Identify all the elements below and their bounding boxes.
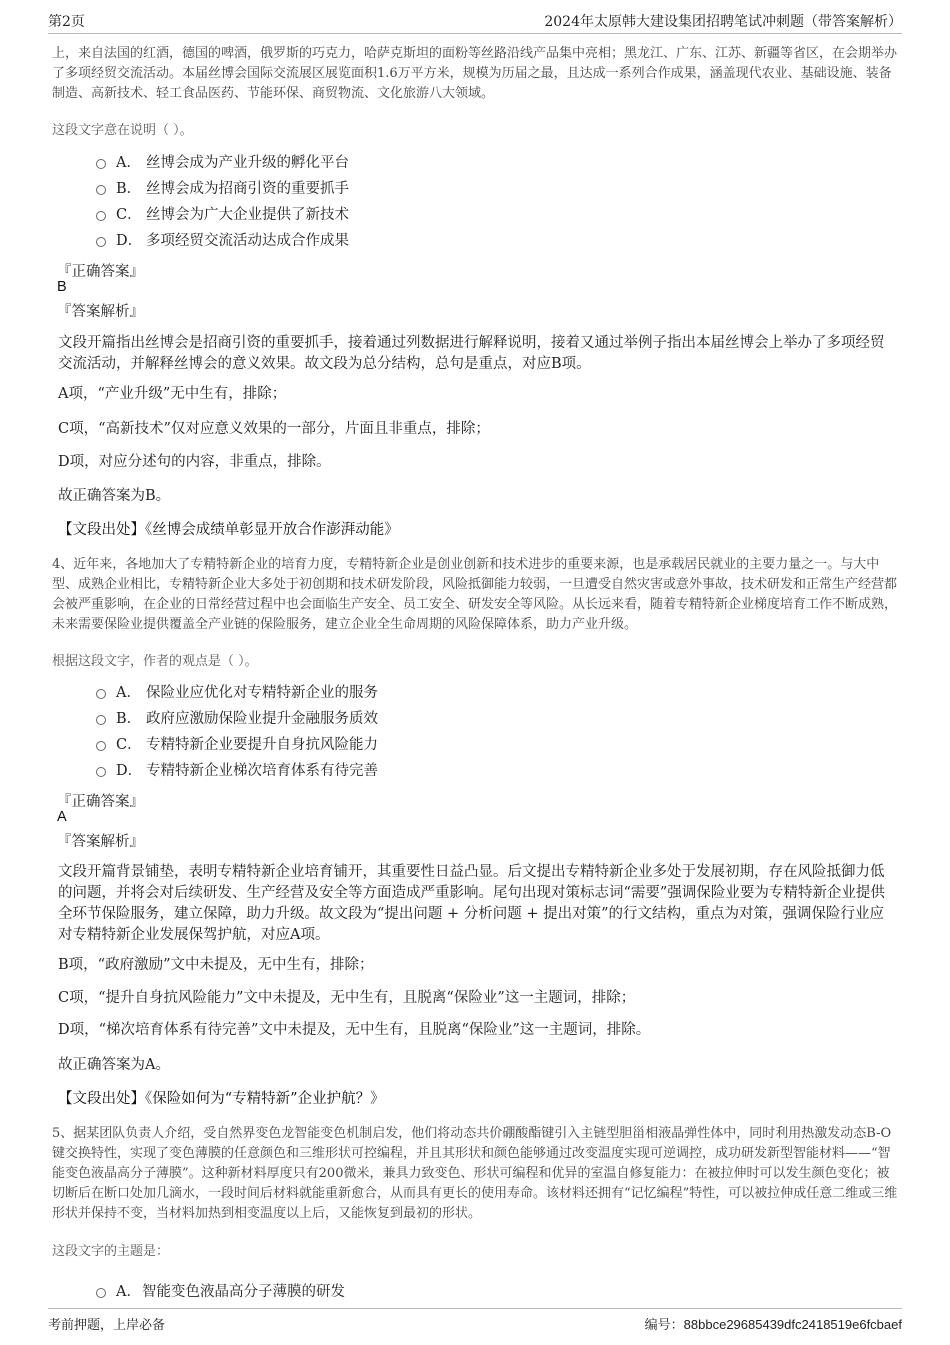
q4-option-d[interactable]: D． 专精特新企业梯次培育体系有待完善 <box>96 760 378 782</box>
q5-question: 这段文字的主题是： <box>52 1244 170 1259</box>
footer-divider <box>48 1308 902 1309</box>
document-id-label: 编号： <box>644 1318 684 1333</box>
q4-question: 根据这段文字，作者的观点是（ ）。 <box>52 654 258 669</box>
q4-analysis-b: B项，“政府激励”文中未提及，无中生有，排除； <box>58 957 374 973</box>
radio-icon[interactable] <box>96 1288 106 1298</box>
radio-icon[interactable] <box>96 185 106 195</box>
q3-source: 【文段出处】《丝博会成绩单彰显开放合作澎湃动能》 <box>58 522 399 538</box>
q4-analysis-conclusion: 故正确答案为A。 <box>58 1057 170 1073</box>
q5-passage: 5、据某团队负责人介绍，受自然界变色龙智能变色机制启发，他们将动态共价硼酸酯键引入主链型胆甾相液晶弹性体中，同时利用热激发动态B-O键交换特性，实现了变色薄膜的任意颜色和三维形状可控编程，并且其形状和颜色能够通过改变温度实现可逆调控，成功研发新型智能材料——“智能变色液晶高分子薄膜”。这种新材料厚度只有200微米，兼具力致变色、形状可编程和优异的室温自修复能力：在被拉伸时可以发生颜色变化；被切断后在断口处加几滴水，一段时间后材料就能重新愈合，从而具有更长的使用寿命。该材料还拥有“记忆编程”特性，可以被拉伸成任意二维或三维形状并保持不变，当材料加热到相变温度以上后，又能恢复到最初的形状。 <box>52 1126 898 1221</box>
q3-option-d[interactable]: D． 多项经贸交流活动达成合作成果 <box>96 230 349 252</box>
q3-option-c[interactable]: C． 丝博会为广大企业提供了新技术 <box>96 204 349 226</box>
q4-analysis-c: C项，“提升自身抗风险能力”文中未提及，无中生有，且脱离“保险业”这一主题词，排除； <box>58 990 636 1006</box>
page-header <box>0 0 950 36</box>
q3-analysis-conclusion: 故正确答案为B。 <box>58 488 171 504</box>
footer-slogan: 考前押题，上岸必备 <box>48 1318 166 1333</box>
radio-icon[interactable] <box>96 211 106 221</box>
q4-answer-label: 『正确答案』 <box>57 794 144 810</box>
q3-answer-label: 『正确答案』 <box>57 264 144 280</box>
q3-option-b[interactable]: B． 丝博会成为招商引资的重要抓手 <box>96 178 349 200</box>
document-id-value: 88bbce29685439dfc2418519e6fcbaef <box>683 1317 902 1332</box>
header-divider <box>48 33 902 34</box>
q3-analysis-a: A项，“产业升级”无中生有，排除； <box>58 386 287 402</box>
radio-icon[interactable] <box>96 767 106 777</box>
radio-icon[interactable] <box>96 715 106 725</box>
radio-icon[interactable] <box>96 689 106 699</box>
q4-option-a[interactable]: A． 保险业应优化对专精特新企业的服务 <box>96 682 378 704</box>
q3-question: 这段文字意在说明（ ）。 <box>52 123 193 138</box>
q4-passage: 4、近年来，各地加大了专精特新企业的培育力度，专精特新企业是创业创新和技术进步的重要来源，也是承载居民就业的主要力量之一。与大中型、成熟企业相比，专精特新企业大多处于初创期和技术研发阶段，风险抵御能力较弱，一旦遭受自然灾害或意外事故，技术研发和正常生产经营都会被严重影响，在企业的日常经营过程中也会面临生产安全、员工安全、研发安全等风险。从长远来看，随着专精特新企业梯度培育工作不断成熟，未来需要保险业提供覆盖全产业链的保险服务，建立企业全生命周期的风险保障体系，助力产业升级。 <box>52 557 898 632</box>
q4-source: 【文段出处】《保险如何为“专精特新”企业护航？》 <box>58 1091 385 1107</box>
q3-analysis-main: 文段开篇指出丝博会是招商引资的重要抓手，接着通过列数据进行解释说明，接着又通过举例子指出本届丝博会上举办了多项经贸交流活动，并解释丝博会的意义效果。故文段为总分结构，总句是重点，对应B项。 <box>58 335 885 372</box>
q4-answer: A <box>57 809 67 825</box>
q3-analysis-label: 『答案解析』 <box>57 304 144 320</box>
q4-option-b[interactable]: B． 政府应激励保险业提升金融服务质效 <box>96 708 378 730</box>
radio-icon[interactable] <box>96 741 106 751</box>
q3-option-a[interactable]: A． 丝博会成为产业升级的孵化平台 <box>96 152 349 174</box>
q4-analysis-d: D项，“梯次培育体系有待完善”文中未提及，无中生有，且脱离“保险业”这一主题词，排除。 <box>58 1022 651 1038</box>
radio-icon[interactable] <box>96 237 106 247</box>
q3-analysis-d: D项，对应分述句的内容，非重点，排除。 <box>58 454 331 470</box>
radio-icon[interactable] <box>96 159 106 169</box>
q3-analysis-c: C项，“高新技术”仅对应意义效果的一部分，片面且非重点，排除； <box>58 421 490 437</box>
q4-analysis-main: 文段开篇背景铺垫，表明专精特新企业培育铺开，其重要性日益凸显。后文提出专精特新企业多处于发展初期，存在风险抵御力低的问题，并将会对后续研发、生产经营及安全等方面造成严重影响。尾句出现对策标志词“需要”强调保险业要为专精特新企业提供全环节保险服务，建立保障，助力升级。故文段为“提出问题 + 分析问题 + 提出对策”的行文结构，重点为对策，强调保险行业应对专精特新企业发展保驾护航，对应A项。 <box>58 864 885 943</box>
document-title: 2024年太原韩大建设集团招聘笔试冲刺题（带答案解析） <box>544 14 902 30</box>
q4-analysis-label: 『答案解析』 <box>57 834 144 850</box>
q5-option-a[interactable]: A．智能变色液晶高分子薄膜的研发 <box>96 1281 345 1303</box>
page-footer <box>0 1308 950 1345</box>
q4-option-c[interactable]: C． 专精特新企业要提升自身抗风险能力 <box>96 734 378 756</box>
document-id <box>645 1314 902 1333</box>
page-number: 第2页 <box>48 14 85 30</box>
q3-passage: 上，来自法国的红酒，德国的啤酒，俄罗斯的巧克力，哈萨克斯坦的面粉等丝路沿线产品集中亮相；黑龙江、广东、江苏、新疆等省区，在会期举办了多项经贸交流活动。本届丝博会国际交流展区展览面积1.6万平方米，规模为历届之最，且达成一系列合作成果，涵盖现代农业、基础设施、装备制造、高新技术、轻工食品医药、节能环保、商贸物流、文化旅游八大领域。 <box>52 46 898 101</box>
q3-answer: B <box>57 279 67 295</box>
